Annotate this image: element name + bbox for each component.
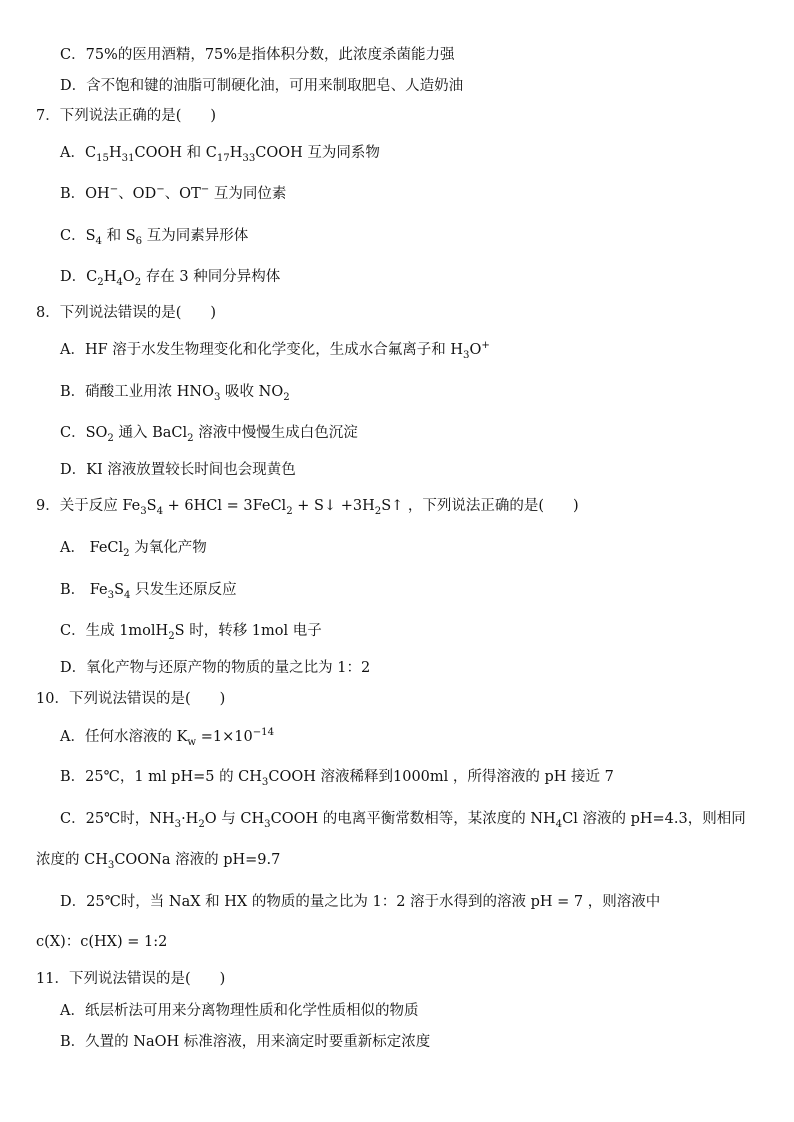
answer-option: C．$S_4$ 和 $S_6$ 互为同素异形体 [60, 228, 249, 247]
question-stem: 9．关于反应 $Fe_3S_4 + 6HCl$ = 3FeCl$_2$ + S↓ $+3H_2S↑$ ，下列说法正确的是( ) [36, 498, 579, 517]
answer-option: D．25℃时，当 NaX 和 HX 的物质的量之比为 1：2 溶于水得到的溶液 pH = 7 ，则溶液中 [60, 894, 661, 910]
answer-option: C．75%的医用酒精，75%是指体积分数，此浓度杀菌能力强 [60, 47, 455, 63]
answer-option: B．久置的 NaOH 标准溶液，用来滴定时要重新标定浓度 [60, 1034, 431, 1050]
answer-option: C．$SO_2$ 通入 BaCl$_2$ 溶液中慢慢生成白色沉淀 [60, 425, 358, 444]
text-continuation: 浓度的 $CH_3COONa$ 溶液的 pH=9.7 [36, 852, 281, 871]
question-stem: 11．下列说法错误的是( ) [36, 971, 226, 987]
answer-option: D．KI 溶液放置较长时间也会现黄色 [60, 462, 296, 478]
answer-option: A． FeCl$_2$ 为氧化产物 [60, 540, 207, 559]
answer-option: B．25℃，1 ml pH=5 的 $CH_3COOH$ 溶液稀释到1000ml ，所得溶液的 pH 接近 7 [60, 769, 614, 788]
answer-option: A．$C_{15}H_{31}COOH$ 和 $C_{17}H_{33}COOH$ 互为同系物 [60, 145, 380, 164]
answer-option: B．硝酸工业用浓 $HNO_3$ 吸收 $NO_2$ [60, 384, 290, 403]
answer-option: D．$C_2H_4O_2$ 存在 3 种同分异构体 [60, 269, 281, 288]
text-continuation: c(X)：c(HX) = 1:2 [36, 934, 168, 950]
answer-option: A．纸层析法可用来分离物理性质和化学性质相似的物质 [60, 1003, 419, 1019]
question-stem: 10．下列说法错误的是( ) [36, 691, 226, 707]
answer-option: A．任何水溶液的 $K_w =1\times 10^{-14}$ [60, 727, 275, 748]
question-stem: 7．下列说法正确的是( ) [36, 108, 217, 124]
answer-option: C．25℃时，$NH_3\cdot H_2O$ 与 $CH_3COOH$ 的电离平衡常数相等，某浓度的 $NH_4Cl$ 溶液的 pH=4.3，则相同 [60, 811, 746, 830]
question-stem: 8．下列说法错误的是( ) [36, 305, 217, 321]
answer-option: A．HF 溶于水发生物理变化和化学变化，生成水合氟离子和 $H_3O^+$ [60, 340, 490, 361]
answer-option: C．生成 1molH$_2$S 时，转移 1mol 电子 [60, 623, 322, 642]
answer-option: B． $Fe_3S_4$ 只发生还原反应 [60, 582, 237, 601]
answer-option: B．OH−、OD−、OT− 互为同位素 [60, 184, 287, 202]
answer-option: D．含不饱和键的油脂可制硬化油，可用来制取肥皂、人造奶油 [60, 78, 464, 94]
answer-option: D．氧化产物与还原产物的物质的量之比为 1：2 [60, 660, 371, 676]
